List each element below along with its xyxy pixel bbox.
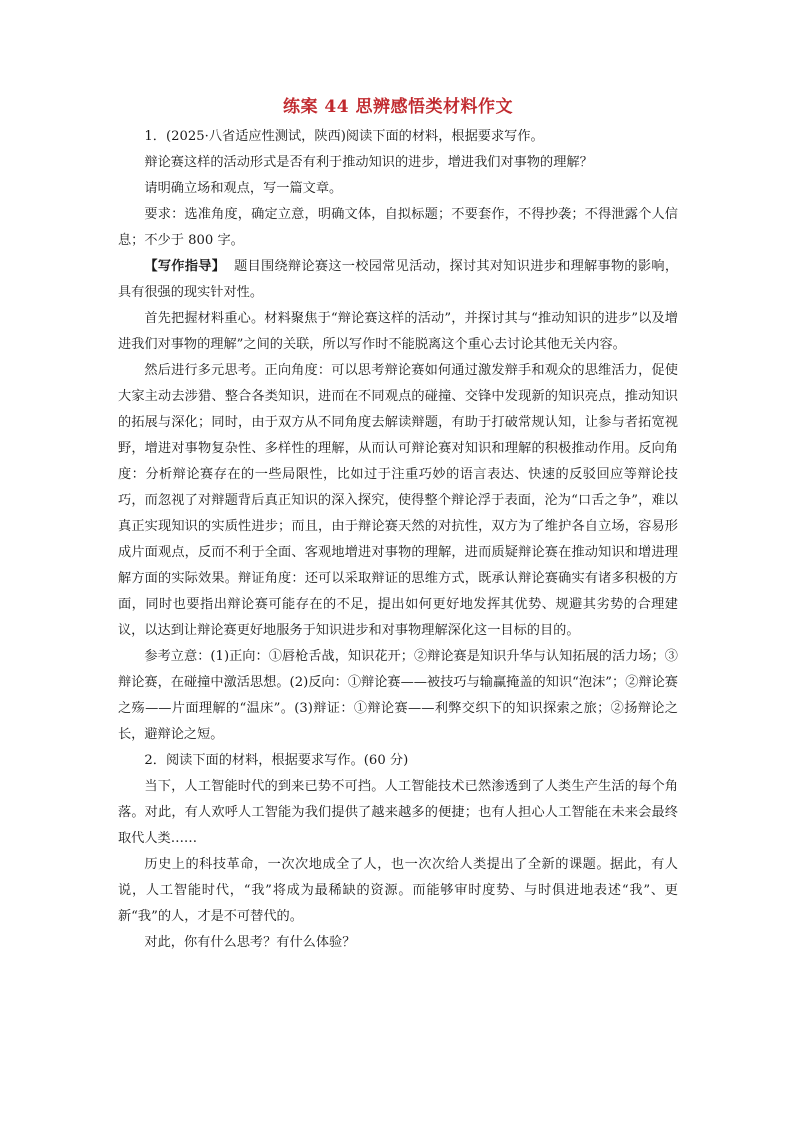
q1-stem: 1．(2025·八省适应性测试，陕西)阅读下面的材料，根据要求写作。 — [144, 129, 544, 144]
q2-paragraph-2: 历史上的科技革命，一次次地成全了人，也一次次给人类提出了全新的课题。据此，有人说，人工智能时代，“我”将成为最稀缺的资源。而能够审时度势、与时俱进地表述“我”、更新“我”的人，才是不可替代的。 — [118, 857, 678, 924]
q2-paragraph-1: 当下，人工智能时代的到来已势不可挡。人工智能技术已然渗透到了人类生产生活的每个角落。对此，有人欢呼人工智能为我们提供了越来越多的便捷；也有人担心人工智能在未来会最终取代人类…… — [118, 779, 678, 846]
question-2 — [118, 748, 678, 956]
question-1 — [118, 124, 678, 748]
document-page — [118, 92, 678, 956]
q1-material: 辩论赛这样的活动形式是否有利于推动知识的进步，增进我们对事物的理解？ — [144, 155, 593, 170]
page-title: 练案 44 思辨感悟类材料作文 — [283, 97, 513, 117]
q1-focus: 首先把握材料重心。材料聚焦于“辩论赛这样的活动”，并探讨其与“推动知识的进步”以及增进我们对事物的理解”之间的关联，所以写作时不能脱离这个重心去讨论其他无关内容。 — [118, 311, 678, 352]
q2-stem: 2．阅读下面的材料，根据要求写作。(60 分) — [144, 753, 409, 768]
writing-guide-label: 【写作指导】 — [144, 259, 226, 274]
q1-requirement: 要求：选准角度，确定立意，明确文体，自拟标题；不要套作，不得抄袭；不得泄露个人信息；不少于 800 字。 — [118, 207, 678, 248]
writing-guide-text: 题目围绕辩论赛这一校园常见活动，探讨其对知识进步和理解事物的影响，具有很强的现实针对性。 — [118, 259, 679, 300]
q1-writing-guide — [118, 254, 678, 306]
q2-paragraph-3: 对此，你有什么思考？有什么体验？ — [144, 935, 356, 950]
q1-analysis: 然后进行多元思考。正向角度：可以思考辩论赛如何通过激发辩手和观众的思维活力，促使大家主动去涉猎、整合各类知识，进而在不同观点的碰撞、交锋中发现新的知识亮点，推动知识的拓展与深化；同时，由于双方从不同角度去解读辩题，有助于打破常规认知，让参与者拓宽视野，增进对事物复杂性、多样性的理解，从而认可辩论赛对知识和理解的积极推动作用。反向角度：分析辩论赛存在的一些局限性，比如过于注重巧妙的语言表达、快速的反驳回应等辩论技巧，而忽视了对辩题背后真正知识的深入探究，使得整个辩论浮于表面，沦为“口舌之争”，难以真正实现知识的实质性进步；而且，由于辩论赛天然的对抗性，双方为了维护各自立场，容易形成片面观点，反而不利于全面、客观地增进对事物的理解，进而质疑辩论赛在推动知识和增进理解方面的实际效果。辩证角度：还可以采取辩证的思维方式，既承认辩论赛确实有诸多积极的方面，同时也要指出辩论赛可能存在的不足，提出如何更好地发挥其优势、规避其劣势的合理建议，以达到让辩论赛更好地服务于知识进步和对事物理解深化这一目标的目的。 — [118, 363, 678, 638]
q1-reference: 参考立意：(1)正向：①唇枪舌战，知识花开；②辩论赛是知识升华与认知拓展的活力场；③辩论赛，在碰撞中激活思想。(2)反向：①辩论赛——被技巧与输赢掩盖的知识“泡沫”；②辩论赛之殇——片面理解的“温床”。(3)辩证：①辩论赛——利弊交织下的知识探索之旅；②扬辩论之长，避辩论之短。 — [118, 649, 678, 742]
q1-instruction: 请明确立场和观点，写一篇文章。 — [144, 181, 343, 196]
